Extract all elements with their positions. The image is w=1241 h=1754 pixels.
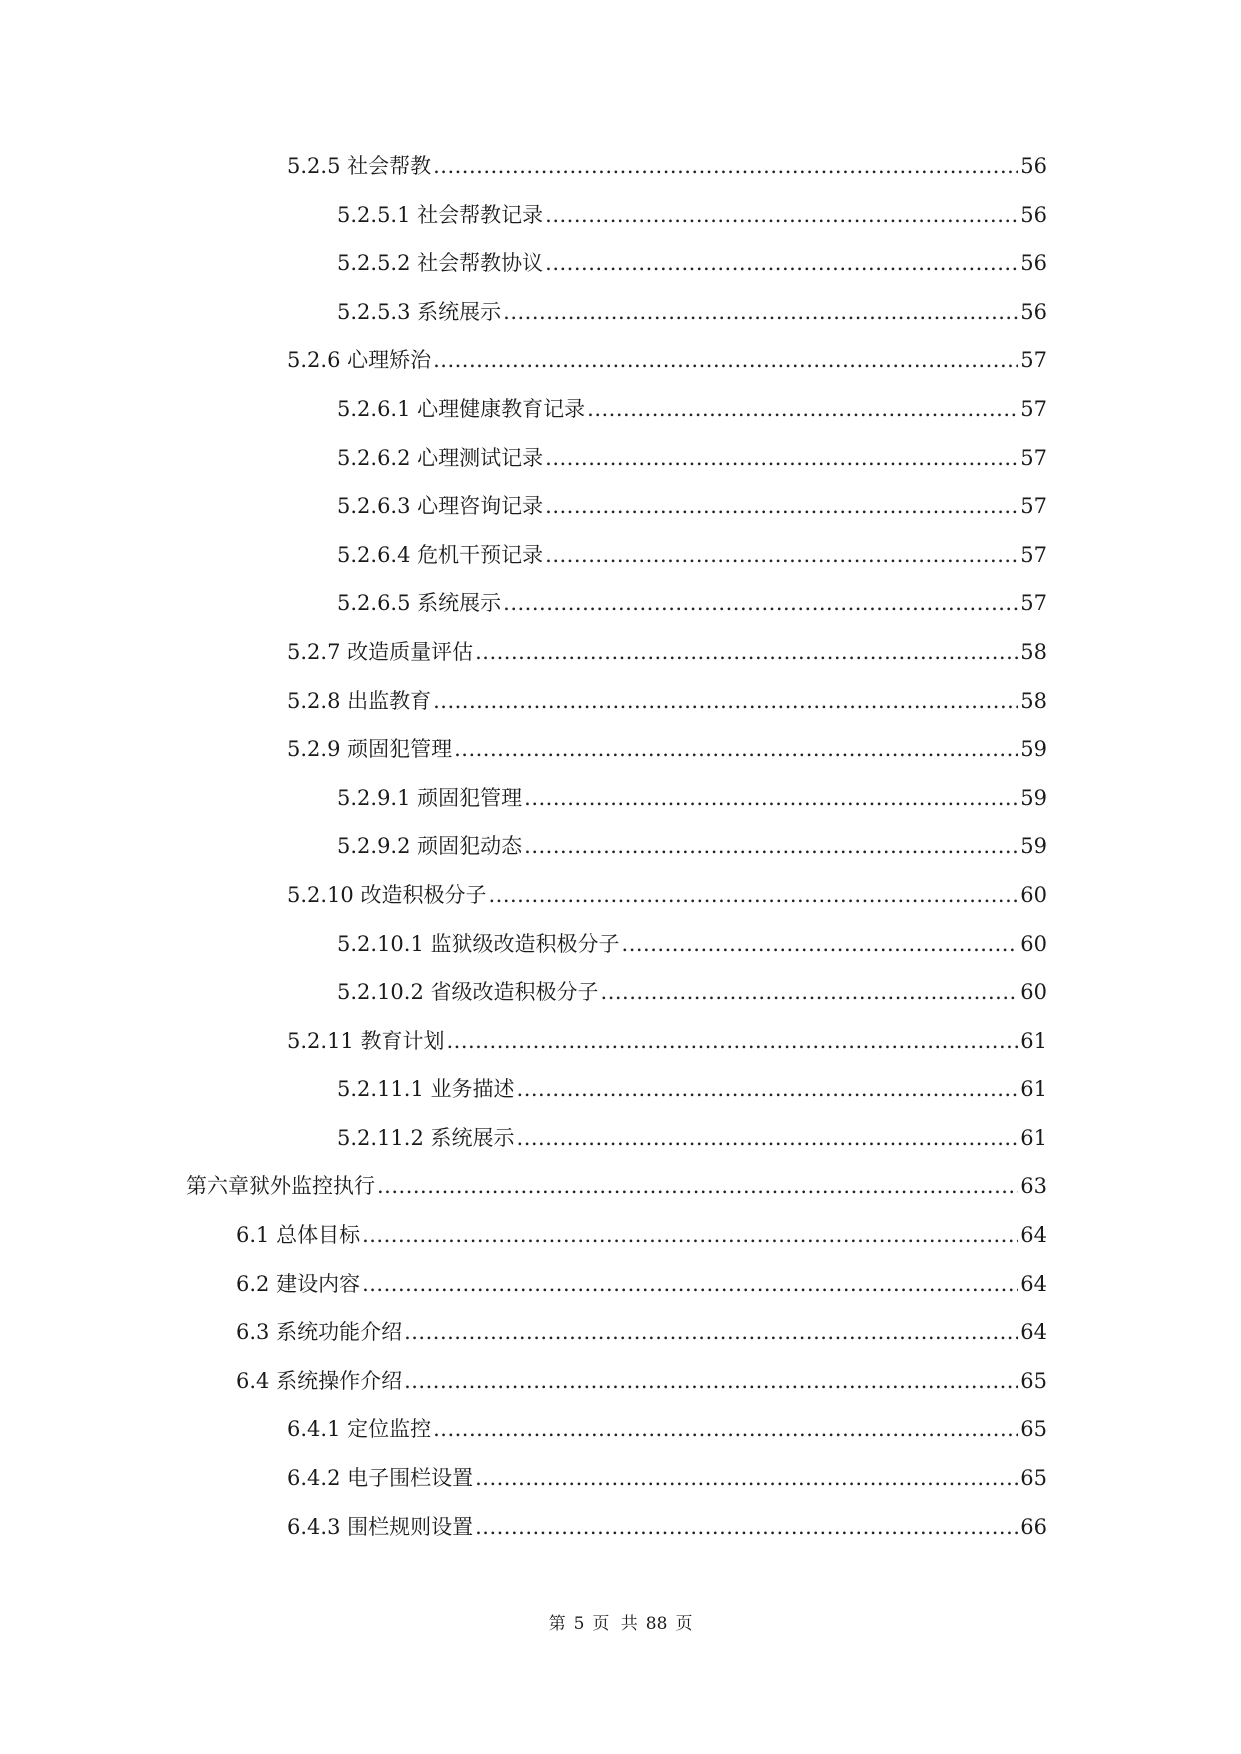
toc-dot-leader (475, 639, 1018, 665)
toc-entry[interactable] (0, 299, 1241, 348)
footer-current-page: 5 (573, 1614, 585, 1634)
toc-entry-title: 5.2.11 教育计划 (287, 1028, 445, 1053)
toc-page-number: 57 (1020, 396, 1047, 421)
toc-entry[interactable] (0, 1319, 1241, 1368)
toc-page-number: 57 (1020, 591, 1047, 616)
footer-total-pages: 88 (645, 1614, 668, 1634)
toc-entry-title: 5.2.10.2 省级改造积极分子 (337, 980, 599, 1005)
table-of-contents (0, 153, 1241, 1562)
toc-dot-leader (404, 1368, 1018, 1394)
toc-dot-leader (601, 979, 1019, 1005)
toc-entry[interactable] (0, 1222, 1241, 1271)
toc-dot-leader (475, 1514, 1018, 1540)
toc-entry[interactable] (0, 1271, 1241, 1320)
toc-page-number: 58 (1020, 639, 1047, 664)
toc-page-number: 61 (1020, 1125, 1047, 1150)
toc-dot-leader (545, 542, 1018, 568)
toc-entry-title: 第六章狱外监控执行 (186, 1174, 375, 1199)
toc-dot-leader (433, 1416, 1018, 1442)
toc-entry[interactable] (0, 1125, 1241, 1174)
toc-page-number: 60 (1020, 980, 1047, 1005)
toc-dot-leader (524, 833, 1018, 859)
toc-page-number: 58 (1020, 688, 1047, 713)
toc-dot-leader (517, 1125, 1019, 1151)
toc-entry[interactable] (0, 1514, 1241, 1563)
toc-dot-leader (433, 153, 1018, 179)
toc-page-number: 65 (1020, 1417, 1047, 1442)
toc-entry-title: 6.4.1 定位监控 (287, 1417, 432, 1442)
page-footer (0, 1609, 1241, 1634)
toc-dot-leader (446, 1028, 1018, 1054)
toc-entry-title: 5.2.5 社会帮教 (287, 154, 432, 178)
toc-entry[interactable] (0, 1465, 1241, 1514)
toc-entry-title: 6.3 系统功能介绍 (236, 1320, 403, 1345)
toc-entry[interactable] (0, 1173, 1241, 1222)
toc-entry-title: 5.2.9.2 顽固犯动态 (337, 834, 523, 859)
toc-entry[interactable] (0, 736, 1241, 785)
toc-entry[interactable] (0, 833, 1241, 882)
toc-entry[interactable] (0, 250, 1241, 299)
toc-page-number: 56 (1020, 251, 1047, 276)
toc-page-number: 64 (1020, 1271, 1047, 1296)
toc-entry-title: 5.2.9.1 顽固犯管理 (337, 785, 523, 810)
footer-suffix: 页 (675, 1614, 693, 1634)
toc-dot-leader (622, 931, 1019, 957)
toc-dot-leader (377, 1173, 1018, 1199)
toc-entry[interactable] (0, 1028, 1241, 1077)
footer-mid: 页 共 (592, 1614, 638, 1634)
toc-entry[interactable] (0, 639, 1241, 688)
toc-dot-leader (454, 736, 1018, 762)
toc-entry-title: 5.2.9 顽固犯管理 (287, 737, 453, 762)
toc-entry-title: 5.2.6.2 心理测试记录 (337, 445, 544, 470)
toc-page-number: 59 (1020, 834, 1047, 859)
toc-entry-title: 5.2.5.2 社会帮教协议 (337, 251, 544, 276)
toc-dot-leader (524, 785, 1018, 811)
toc-entry[interactable] (0, 1416, 1241, 1465)
toc-page-number: 59 (1020, 737, 1047, 762)
toc-dot-leader (545, 445, 1018, 471)
toc-entry-title: 5.2.6.1 心理健康教育记录 (337, 396, 586, 421)
toc-page-number: 61 (1020, 1028, 1047, 1053)
footer-prefix: 第 (548, 1614, 566, 1634)
toc-page-number: 57 (1020, 445, 1047, 470)
toc-dot-leader (362, 1271, 1018, 1297)
toc-entry-title: 5.2.6.3 心理咨询记录 (337, 494, 544, 519)
toc-dot-leader (433, 688, 1018, 714)
toc-entry[interactable] (0, 1076, 1241, 1125)
toc-dot-leader (545, 250, 1018, 276)
toc-dot-leader (517, 1076, 1019, 1102)
toc-entry[interactable] (0, 202, 1241, 251)
toc-page-number: 56 (1020, 154, 1047, 178)
toc-page-number: 60 (1020, 931, 1047, 956)
toc-page-number: 66 (1020, 1514, 1047, 1539)
toc-entry-title: 5.2.5.1 社会帮教记录 (337, 202, 544, 227)
toc-entry-title: 5.2.10 改造积极分子 (287, 882, 487, 907)
toc-entry[interactable] (0, 979, 1241, 1028)
toc-entry-title: 6.4.3 围栏规则设置 (287, 1514, 474, 1539)
toc-page-number: 59 (1020, 785, 1047, 810)
toc-page-number: 56 (1020, 299, 1047, 324)
toc-entry-title: 5.2.11.1 业务描述 (337, 1077, 515, 1102)
toc-dot-leader (488, 882, 1018, 908)
toc-page-number: 64 (1020, 1320, 1047, 1345)
toc-entry[interactable] (0, 445, 1241, 494)
toc-entry-title: 6.2 建设内容 (236, 1271, 361, 1296)
toc-dot-leader (433, 347, 1018, 373)
toc-page-number: 63 (1020, 1174, 1047, 1199)
toc-entry[interactable] (0, 542, 1241, 591)
toc-page-number: 60 (1020, 882, 1047, 907)
toc-dot-leader (503, 299, 1018, 325)
toc-entry-title: 5.2.7 改造质量评估 (287, 639, 474, 664)
toc-entry[interactable] (0, 785, 1241, 834)
toc-page-number: 61 (1020, 1077, 1047, 1102)
toc-entry-title: 5.2.8 出监教育 (287, 688, 432, 713)
toc-dot-leader (587, 396, 1018, 422)
toc-entry[interactable] (0, 931, 1241, 980)
toc-entry[interactable] (0, 688, 1241, 737)
toc-entry-title: 5.2.5.3 系统展示 (337, 299, 502, 324)
toc-entry-title: 5.2.6.4 危机干预记录 (337, 542, 544, 567)
toc-entry[interactable] (0, 396, 1241, 445)
toc-entry[interactable] (0, 493, 1241, 542)
toc-entry[interactable] (0, 1368, 1241, 1417)
toc-entry-title: 6.4.2 电子围栏设置 (287, 1466, 474, 1491)
toc-entry[interactable] (0, 347, 1241, 396)
toc-entry-title: 5.2.6 心理矫治 (287, 348, 432, 373)
toc-page-number: 57 (1020, 348, 1047, 373)
toc-dot-leader (545, 493, 1018, 519)
toc-page-number: 65 (1020, 1368, 1047, 1393)
toc-entry[interactable] (0, 153, 1241, 202)
toc-dot-leader (545, 202, 1018, 228)
toc-dot-leader (475, 1465, 1018, 1491)
toc-page-number: 65 (1020, 1466, 1047, 1491)
toc-page-number: 56 (1020, 202, 1047, 227)
toc-entry-title: 5.2.11.2 系统展示 (337, 1125, 515, 1150)
toc-dot-leader (404, 1319, 1018, 1345)
toc-entry[interactable] (0, 882, 1241, 931)
toc-entry-title: 6.4 系统操作介绍 (236, 1368, 403, 1393)
toc-entry-title: 5.2.10.1 监狱级改造积极分子 (337, 931, 620, 956)
toc-entry-title: 5.2.6.5 系统展示 (337, 591, 502, 616)
toc-page-number: 64 (1020, 1223, 1047, 1248)
toc-page-number: 57 (1020, 494, 1047, 519)
toc-page-number: 57 (1020, 542, 1047, 567)
toc-dot-leader (503, 590, 1018, 616)
toc-dot-leader (362, 1222, 1018, 1248)
toc-entry[interactable] (0, 590, 1241, 639)
toc-entry-title: 6.1 总体目标 (236, 1223, 361, 1248)
